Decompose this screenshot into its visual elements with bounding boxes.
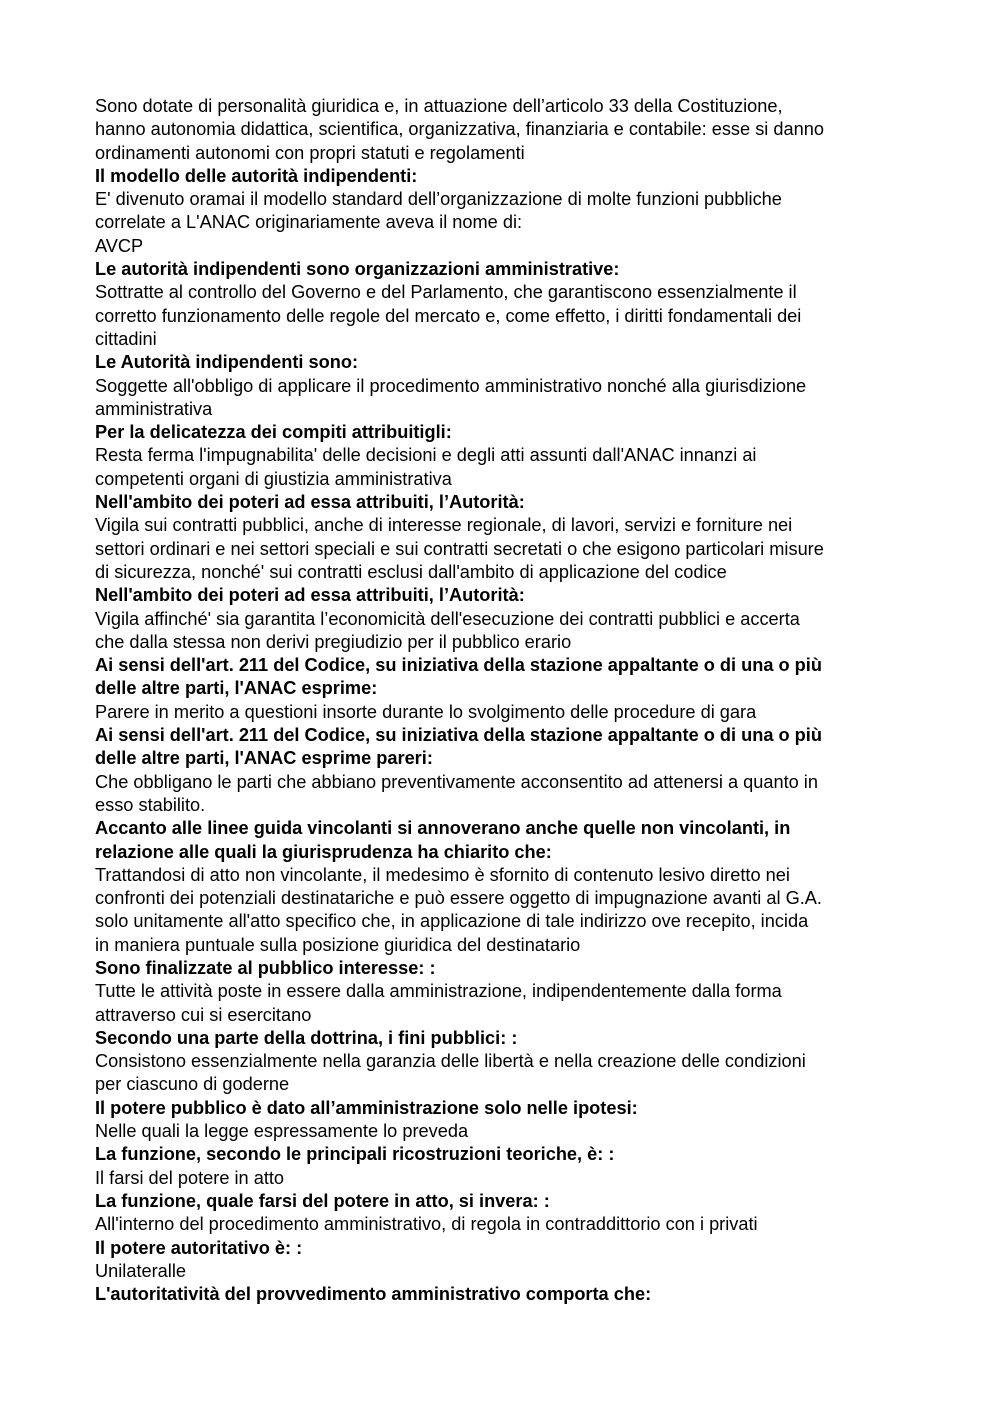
question-line: Le autorità indipendenti sono organizzazioni amministrative: [95, 259, 620, 280]
answer-line: in maniera puntuale sulla posizione giuridica del destinatario [95, 934, 581, 955]
question-line: La funzione, secondo le principali ricostruzioni teoriche, è: : [95, 1144, 615, 1165]
answer-line: Unilateralle [95, 1260, 186, 1281]
answer-line: Trattandosi di atto non vincolante, il medesimo è sfornito di contenuto lesivo diretto nei [95, 864, 790, 885]
question-line: Ai sensi dell'art. 211 del Codice, su iniziativa della stazione appaltante o di una o più [95, 655, 822, 676]
answer-line: solo unitamente all'atto specifico che, in applicazione di tale indirizzo ove recepito, incida [95, 911, 809, 932]
question-line: Per la delicatezza dei compiti attribuitigli: [95, 422, 452, 443]
question-line: Le Autorità indipendenti sono: [95, 352, 359, 373]
answer-line: Sottratte al controllo del Governo e del Parlamento, che garantiscono essenzialmente il [95, 282, 797, 303]
answer-line: competenti organi di giustizia amministrativa [95, 468, 452, 489]
question-line: L'autoritatività del provvedimento amministrativo comporta che: [95, 1284, 652, 1305]
question-line: Nell'ambito dei poteri ad essa attribuiti, l’Autorità: [95, 492, 525, 513]
question-line: delle altre parti, l'ANAC esprime pareri: [95, 748, 433, 769]
answer-line: Parere in merito a questioni insorte durante lo svolgimento delle procedure di gara [95, 701, 757, 722]
answer-line: E' divenuto oramai il modello standard dell’organizzazione di molte funzioni pubbliche [95, 189, 782, 210]
answer-line: Nelle quali la legge espressamente lo preveda [95, 1121, 469, 1142]
answer-line: Che obbligano le parti che abbiano preventivamente acconsentito ad attenersi a quanto in [95, 771, 818, 792]
answer-line: amministrativa [95, 398, 213, 419]
question-line: relazione alle quali la giurisprudenza ha chiarito che: [95, 841, 552, 862]
answer-line: Vigila affinché' sia garantita l’economicità dell'esecuzione dei contratti pubblici e accerta [95, 608, 800, 629]
answer-line: hanno autonomia didattica, scientifica, organizzativa, finanziaria e contabile: esse si danno [95, 119, 824, 140]
question-line: Accanto alle linee guida vincolanti si annoverano anche quelle non vincolanti, in [95, 818, 791, 839]
answer-line: Consistono essenzialmente nella garanzia delle libertà e nella creazione delle condizioni [95, 1051, 806, 1072]
answer-line: Il farsi del potere in atto [95, 1167, 285, 1188]
answer-line: attraverso cui si esercitano [95, 1004, 312, 1025]
question-line: Sono finalizzate al pubblico interesse: : [95, 957, 436, 978]
question-line: Il potere pubblico è dato all’amministrazione solo nelle ipotesi: [95, 1097, 638, 1118]
answer-line: Soggette all'obbligo di applicare il procedimento amministrativo nonché alla giurisdizione [95, 375, 807, 396]
answer-line: corretto funzionamento delle regole del mercato e, come effetto, i diritti fondamentali dei [95, 305, 802, 326]
answer-line: correlate a L'ANAC originariamente aveva il nome di: [95, 212, 523, 233]
answer-line: confronti dei potenziali destinatariche e può essere oggetto di impugnazione avanti al G.A. [95, 888, 822, 909]
answer-line: ordinamenti autonomi con propri statuti e regolamenti [95, 142, 525, 163]
question-line: Nell'ambito dei poteri ad essa attribuiti, l’Autorità: [95, 585, 525, 606]
question-line: delle altre parti, l'ANAC esprime: [95, 678, 378, 699]
answer-line: di sicurezza, nonché' sui contratti esclusi dall'ambito di applicazione del codice [95, 561, 727, 582]
answer-line: Sono dotate di personalità giuridica e, in attuazione dell’articolo 33 della Costituzione, [95, 96, 783, 116]
answer-line: Tutte le attività poste in essere dalla amministrazione, indipendentemente dalla forma [95, 981, 782, 1002]
question-line: Secondo una parte della dottrina, i fini pubblici: : [95, 1027, 518, 1048]
answer-line: per ciascuno di goderne [95, 1074, 290, 1095]
document-page [95, 95, 915, 1306]
question-line: Il potere autoritativo è: : [95, 1237, 303, 1258]
answer-line: Resta ferma l'impugnabilita' delle decisioni e degli atti assunti dall'ANAC innanzi ai [95, 445, 757, 466]
question-line: La funzione, quale farsi del potere in atto, si invera: : [95, 1190, 550, 1211]
question-line: Ai sensi dell'art. 211 del Codice, su iniziativa della stazione appaltante o di una o più [95, 725, 822, 746]
answer-line: All'interno del procedimento amministrativo, di regola in contraddittorio con i privati [95, 1214, 758, 1235]
answer-line: settori ordinari e nei settori speciali e sui contratti secretati o che esigono particolari misure [95, 538, 824, 559]
answer-line: AVCP [95, 235, 144, 256]
answer-line: cittadini [95, 328, 157, 349]
question-line: Il modello delle autorità indipendenti: [95, 165, 418, 186]
answer-line: che dalla stessa non derivi pregiudizio per il pubblico erario [95, 631, 572, 652]
answer-line: esso stabilito. [95, 794, 206, 815]
answer-line: Vigila sui contratti pubblici, anche di interesse regionale, di lavori, servizi e forniture nei [95, 515, 793, 536]
